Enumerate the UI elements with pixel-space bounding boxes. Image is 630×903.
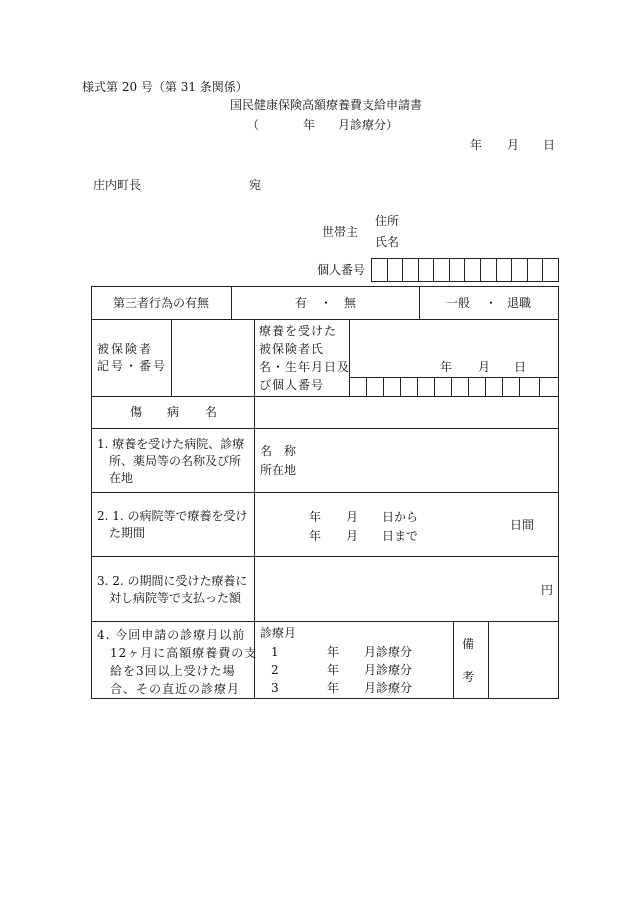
hospital-name-label: 名 称 [260, 444, 297, 458]
prior-month-2-month: 月診療分 [364, 663, 413, 677]
amount-unit: 円 [541, 583, 554, 597]
digit-box[interactable] [481, 259, 497, 281]
remarks-label-1: 備 [462, 637, 475, 651]
honorific: 宛 [249, 178, 262, 192]
digit-box[interactable] [403, 259, 419, 281]
subtitle-month: 月診療分） [338, 118, 399, 132]
hospital-label: 1. 療養を受けた病院、診療 所、薬局等の名称及び所 在地 [97, 437, 245, 485]
personal-number-boxes [371, 258, 559, 282]
period-field[interactable] [255, 493, 558, 556]
amount-field[interactable] [255, 557, 558, 621]
third-party-yes[interactable]: 有 [295, 296, 308, 310]
subtitle-year: 年 [303, 118, 316, 132]
category-retired[interactable]: 退職 [507, 296, 532, 310]
address-label: 住所 [375, 214, 400, 228]
insured-symbol-label: 被保険者 記号・番号 [97, 342, 168, 373]
hospital-field[interactable] [300, 430, 558, 492]
period-from-month: 月 [346, 510, 359, 524]
digit-box[interactable] [512, 259, 528, 281]
prior-months-header: 診療月 [260, 626, 297, 640]
prior-months-label: 4. 今回申請の診療月以前 12ヶ月に高額療養費の支 給を3回以上受けた場 合、その直近の診療月 [97, 628, 258, 696]
period-from-year: 年 [309, 510, 322, 524]
digit-box[interactable] [388, 259, 404, 281]
insured-symbol-field[interactable] [172, 320, 254, 396]
patient-birth-day: 日 [514, 360, 527, 374]
patient-info-label: 療養を受けた 被保険者氏 名・生年月日及 び個人番号 [259, 324, 351, 392]
third-party-label: 第三者行為の有無 [113, 296, 210, 310]
period-days: 日間 [510, 518, 535, 532]
hospital-location-label: 所在地 [260, 463, 297, 477]
digit-box[interactable] [528, 259, 544, 281]
disease-char-3: 名 [205, 405, 218, 419]
digit-box[interactable] [450, 259, 466, 281]
category-general[interactable]: 一般 [446, 296, 471, 310]
period-label: 2. 1. の病院等で療養を受け た期間 [97, 509, 248, 540]
period-to-year: 年 [309, 529, 322, 543]
prior-month-2-no: 2 [271, 663, 279, 677]
date-day: 日 [543, 138, 556, 152]
prior-month-1-no: 1 [271, 645, 279, 659]
personal-number-label: 個人番号 [317, 263, 366, 277]
digit-box[interactable] [465, 259, 481, 281]
date-year: 年 [470, 138, 483, 152]
remarks-label-2: 考 [462, 670, 475, 684]
amount-label: 3. 2. の期間に受けた療養に 対し病院等で支払った額 [97, 574, 248, 605]
form-style-number: 様式第 20 号（第 31 条関係） [82, 80, 248, 94]
prior-month-1-month: 月診療分 [364, 645, 413, 659]
prior-month-1-year: 年 [327, 645, 340, 659]
digit-box[interactable] [434, 259, 450, 281]
form-title: 国民健康保険高額療養費支給申請書 [230, 98, 423, 112]
disease-char-2: 病 [167, 405, 180, 419]
prior-month-3-no: 3 [271, 681, 279, 695]
digit-box[interactable] [372, 259, 388, 281]
patient-birth-year: 年 [440, 360, 453, 374]
patient-birth-month: 月 [478, 360, 491, 374]
subtitle-open: （ [247, 118, 260, 132]
prior-month-3-month: 月診療分 [364, 681, 413, 695]
category-dot: ・ [485, 296, 498, 310]
recipient: 庄内町長 [93, 178, 142, 192]
third-party-dot: ・ [320, 296, 333, 310]
digit-box[interactable] [543, 259, 558, 281]
prior-month-2-year: 年 [327, 663, 340, 677]
third-party-no[interactable]: 無 [344, 296, 357, 310]
remarks-field[interactable] [489, 622, 558, 698]
period-to-day: 日まで [382, 529, 419, 543]
disease-name-field[interactable] [255, 397, 558, 428]
digit-box[interactable] [497, 259, 513, 281]
disease-char-1: 傷 [130, 405, 143, 419]
date-month: 月 [507, 138, 520, 152]
prior-month-3-year: 年 [327, 681, 340, 695]
name-label: 氏名 [375, 235, 400, 249]
householder-label: 世帯主 [322, 225, 359, 239]
period-from-day: 日から [382, 510, 419, 524]
digit-box[interactable] [419, 259, 435, 281]
patient-name-field[interactable] [350, 320, 558, 376]
period-to-month: 月 [346, 529, 359, 543]
